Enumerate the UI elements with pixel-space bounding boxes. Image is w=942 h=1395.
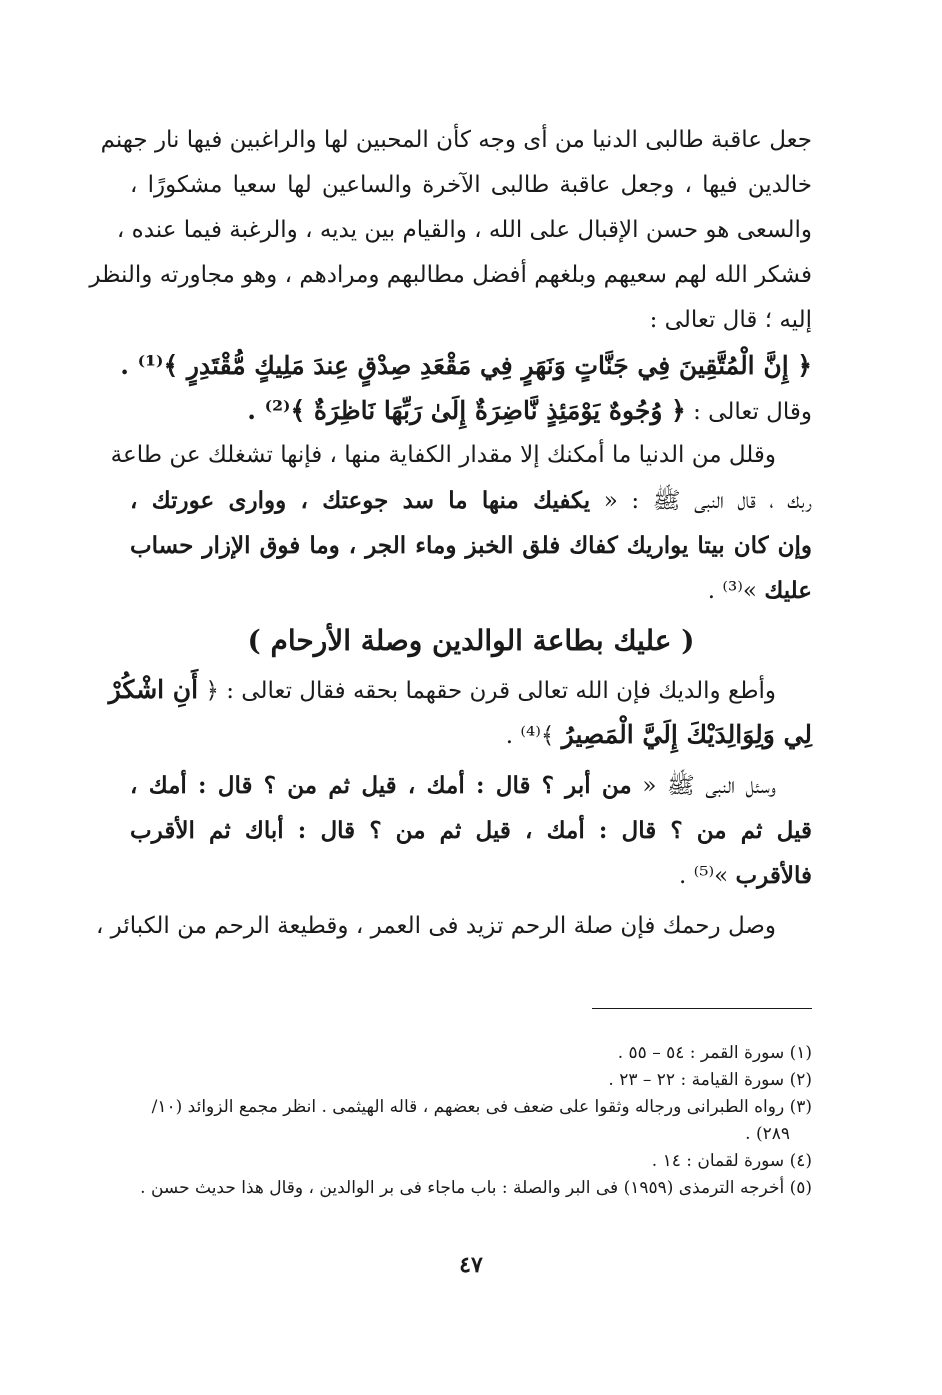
section-heading: ( عليك بطاعة الوالدين وصلة الأرحام ) (247, 624, 695, 657)
verse-2-line (130, 388, 812, 433)
text-line (130, 712, 812, 757)
footnote: (١) سورة القمر : ٥٤ – ٥٥ . (617, 1043, 812, 1063)
hadith-text: يكفيك منها ما سد جوعتك ، ووارى عورتك ، (130, 487, 591, 514)
hadith-text: من أبر ؟ قال : أمك ، قيل ثم من ؟ قال : أمك ، (130, 772, 632, 799)
hadith-text: قيل ثم من ؟ قال : أمك ، قيل ثم من ؟ قال : أباك ثم الأقرب (130, 817, 812, 844)
hadith-text: عليك (764, 577, 812, 604)
quran-verse-3: أَنِ اشْكُرْ (108, 675, 199, 704)
hadith-text: فالأقرب (735, 862, 812, 889)
verse-intro: وأطع والديك فإن الله تعالى قرن حقهما بحقه فقال تعالى : ﴿ (205, 678, 776, 704)
verse-end: ﴾⁽⁴⁾ . (505, 723, 555, 749)
text-line: جعل عاقبة طالبى الدنيا من أى وجه كأن المحبين لها والراغبين فيها نار جهنم (100, 127, 812, 153)
text-line: وقلل من الدنيا ما أمكنك إلا مقدار الكفاية منها ، فإنها تشغلك عن طاعة (110, 442, 776, 468)
text-line (108, 667, 812, 712)
footnote: (٣) رواه الطبرانى ورجاله وثقوا على ضعف فى بعضهم ، قاله الهيثمى . انظر مجمع الزوائد (١٠/ (151, 1097, 812, 1117)
footnote-continuation: ٢٨٩) . (745, 1124, 790, 1144)
hadith-intro: وسئل النبى ﷺ « (642, 773, 776, 799)
hadith-line (130, 763, 812, 808)
footnote-divider (592, 1008, 812, 1009)
text-line: خالدين فيها ، وجعل عاقبة طالبى الآخرة والساعين لها سعيا مشكورًا ، (130, 172, 812, 198)
hadith-line (130, 568, 812, 613)
footnote: (٢) سورة القيامة : ٢٢ – ٢٣ . (608, 1070, 812, 1090)
quran-verse-3: لِي وَلِوَالِدَيْكَ إِلَيَّ الْمَصِيرُ (561, 720, 812, 749)
page-number: ٤٧ (459, 1252, 483, 1278)
text-line: فشكر الله لهم سعيهم وبلغهم أفضل مطالبهم ومرادهم ، وهو مجاورته والنظر (89, 262, 812, 288)
footnotes (130, 1040, 812, 1202)
footnote: (٥) أخرجه الترمذى (١٩٥٩) فى البر والصلة : باب ماجاء فى بر الوالدين ، وقال هذا حديث حسن . (140, 1178, 812, 1198)
hadith-line (130, 478, 812, 523)
hadith-line (130, 853, 812, 898)
quran-verse-2: ﴿ وُجُوهٌ يَوْمَئِذٍ نَّاضِرَةٌ إِلَىٰ رَبِّهَا نَاظِرَةٌ ﴾⁽²⁾ . (247, 396, 686, 425)
quran-verse-1: ﴿ إِنَّ الْمُتَّقِينَ فِي جَنَّاتٍ وَنَهَرٍ فِي مَقْعَدِ صِدْقٍ عِندَ مَلِيكٍ مُّقْتَدِرٍ ﴾⁽¹⁾ . (120, 351, 812, 380)
hadith-end: »⁽³⁾ . (707, 578, 758, 604)
verse-2-prefix: وقال تعالى : (693, 399, 812, 425)
hadith-text: وإن كان بيتا يواريك كفاك فلق الخبز وماء الجر ، وما فوق الإزار حساب (130, 532, 812, 559)
text-line: والسعى هو حسن الإقبال على الله ، والقيام بين يديه ، والرغبة فيما عنده ، (116, 217, 812, 243)
footnote: (٤) سورة لقمان : ١٤ . (651, 1151, 812, 1171)
main-text (89, 118, 813, 949)
text-line: إليه ؛ قال تعالى : (649, 307, 812, 333)
hadith-end: »⁽⁵⁾ . (678, 863, 729, 889)
text-line: وصل رحمك فإن صلة الرحم تزيد فى العمر ، وقطيعة الرحم من الكبائر ، (95, 913, 776, 939)
hadith-intro: ربك ، قال النبى ﷺ : « (603, 488, 813, 514)
